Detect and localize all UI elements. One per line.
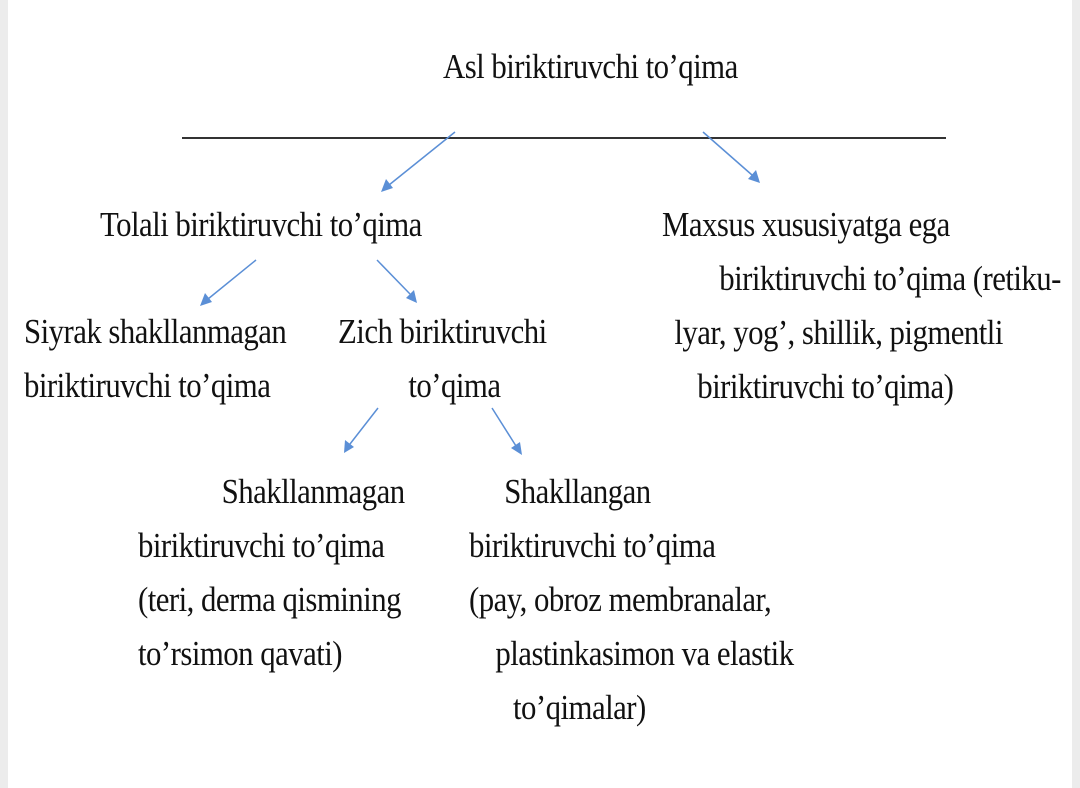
node-fibrous-tissue <box>100 198 422 252</box>
dense-node-line: to’qima <box>408 366 501 405</box>
root-node-asl <box>443 40 738 94</box>
unformed-node-line: biriktiruvchi to’qima <box>138 526 385 565</box>
fibrous-node-label: Tolali biriktiruvchi to’qima <box>100 205 422 244</box>
unformed-node-line: Shakllanmagan <box>221 472 405 511</box>
formed-node-line: biriktiruvchi to’qima <box>469 526 716 565</box>
special-node-line: biriktiruvchi to’qima) <box>697 367 954 406</box>
arrowhead-root-to-special <box>748 170 760 183</box>
formed-node-line: plastinkasimon va elastik <box>495 634 794 673</box>
root-node-label: Asl biriktiruvchi to’qima <box>443 47 738 86</box>
arrow-fibrous-to-loose <box>208 260 256 299</box>
loose-node-line: biriktiruvchi to’qima <box>24 366 271 405</box>
arrow-dense-to-formed <box>492 408 516 446</box>
node-dense-tissue <box>338 305 547 413</box>
formed-node-line: (pay, obroz membranalar, <box>469 580 772 619</box>
arrow-root-to-fibrous <box>389 132 455 185</box>
node-special-tissue <box>662 198 1061 414</box>
node-formed-dense-tissue <box>469 465 794 735</box>
arrowhead-root-to-fibrous <box>381 179 393 192</box>
special-node-line: lyar, yog’, shillik, pigmentli <box>674 313 1003 352</box>
node-loose-tissue <box>24 305 286 413</box>
formed-node-line: to’qimalar) <box>513 688 646 727</box>
special-node-line: Maxsus xususiyatga ega <box>662 205 950 244</box>
node-unformed-dense-tissue <box>138 465 405 681</box>
dense-node-line: Zich biriktiruvchi <box>338 312 547 351</box>
arrow-fibrous-to-dense <box>377 260 410 294</box>
special-node-line: biriktiruvchi to’qima (retiku- <box>719 259 1061 298</box>
arrowhead-dense-to-formed <box>511 442 522 455</box>
loose-node-line: Siyrak shakllanmagan <box>24 312 287 351</box>
unformed-node-line: to’rsimon qavati) <box>138 634 343 673</box>
unformed-node-line: (teri, derma qismining <box>138 580 401 619</box>
arrow-dense-to-unformed <box>350 408 378 444</box>
formed-node-line: Shakllangan <box>504 472 651 511</box>
